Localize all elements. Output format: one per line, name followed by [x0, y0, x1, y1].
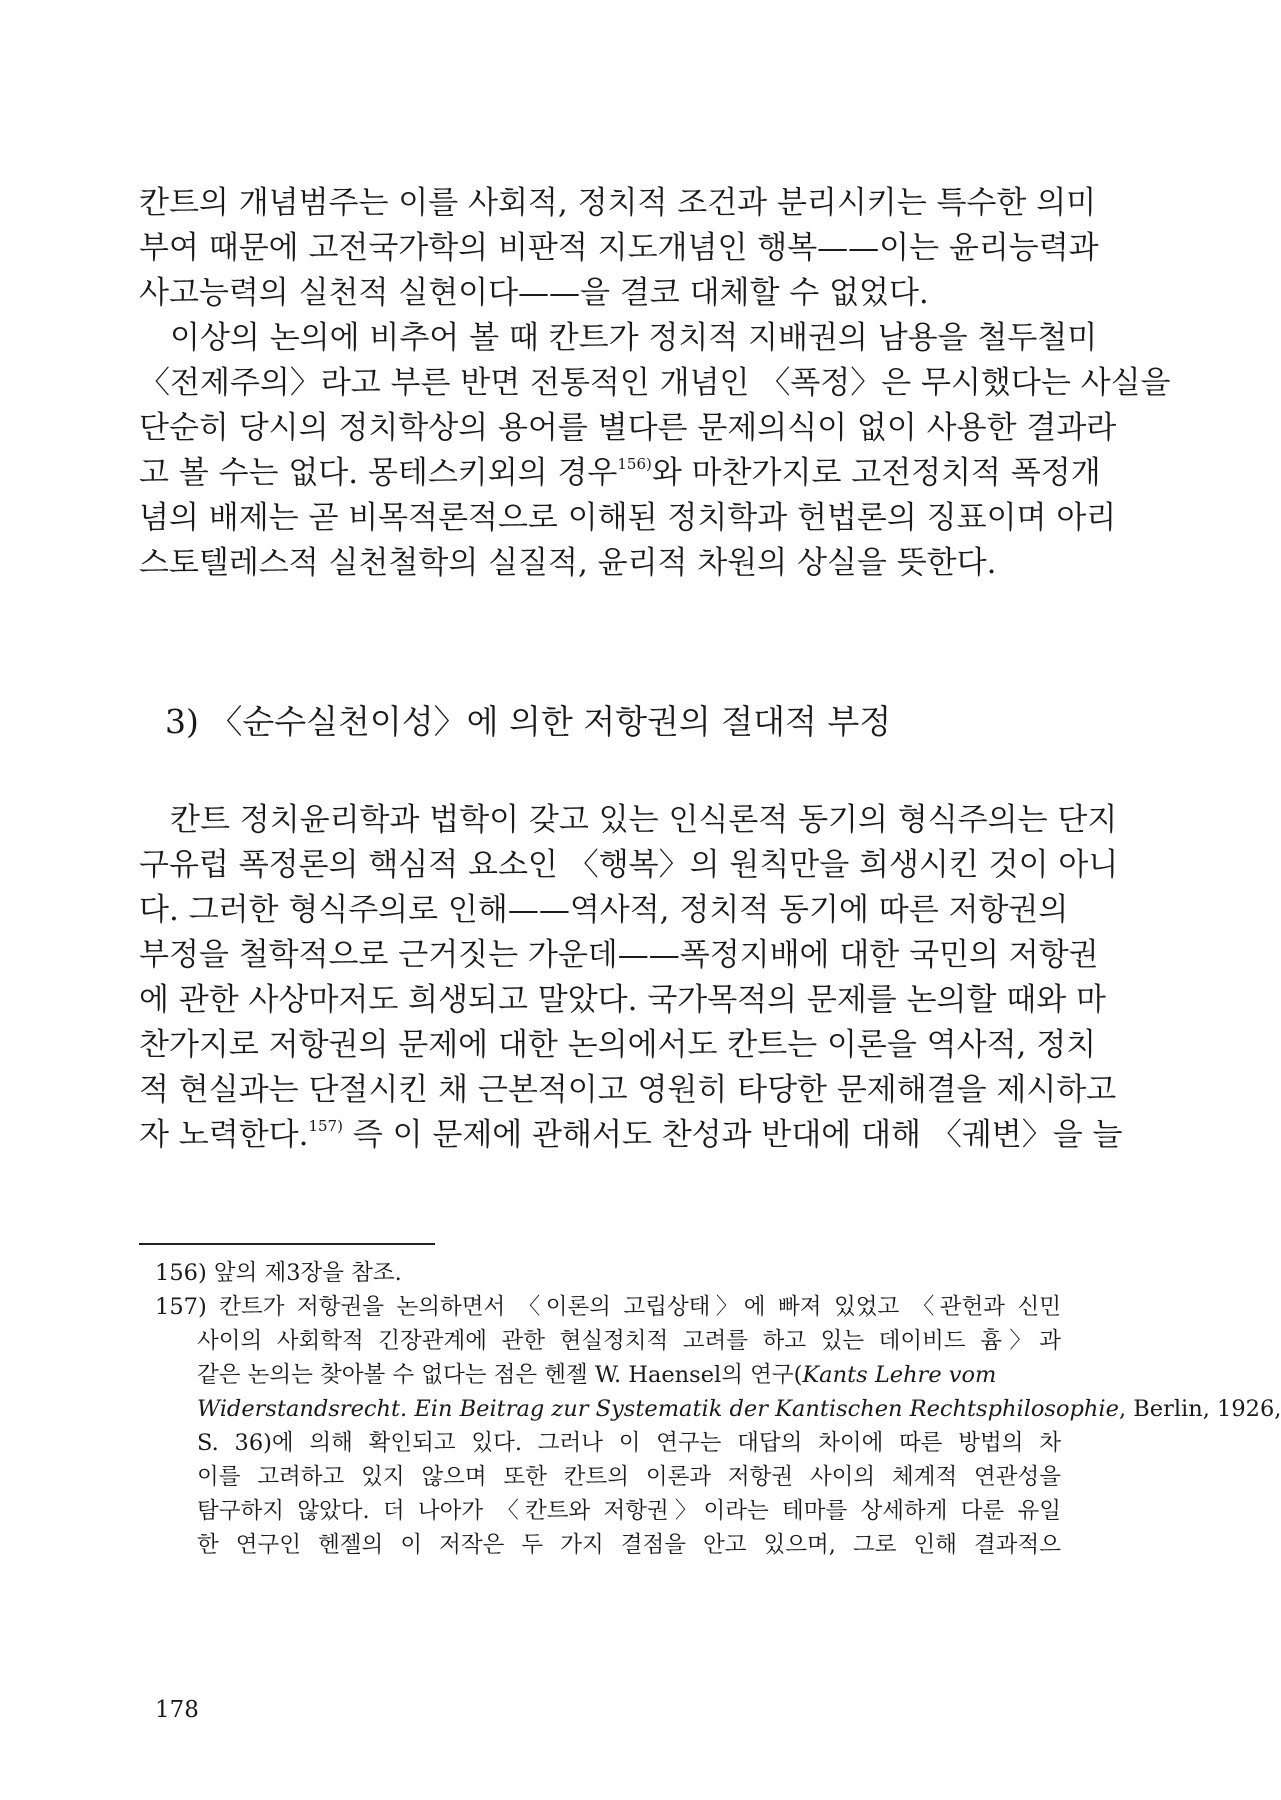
footnote-157-line: 이를 고려하고 있지 않으며 또한 칸트의 이론과 저항권 사이의 체계적 연관성을 [197, 1464, 1061, 1490]
body-line: 부정을 철학적으로 근거짓는 가운데——폭정지배에 대한 국민의 저항권 [139, 937, 1099, 973]
footnote-157-line: 한 연구인 헨젤의 이 저작은 두 가지 결점을 안고 있으며, 그로 인해 결과적으 [197, 1532, 1061, 1558]
footnote-text: 같은 논의는 찾아볼 수 없다는 점은 헨젤 W. Haensel의 연구( [197, 1362, 803, 1388]
book-title: Widerstandsrecht. Ein Beitrag zur Systematik der Kantischen Rechtsphilosophie [197, 1396, 1119, 1422]
footnote-157-line: 사이의 사회학적 긴장관계에 관한 현실정치적 고려를 하고 있는 데이비드 흄〉과 [197, 1328, 1061, 1354]
body-line: 단순히 당시의 정치학상의 용어를 별다른 문제의식이 없이 사용한 결과라 [139, 410, 1117, 446]
footnote-157-line: 157) 칸트가 저항권을 논의하면서 〈이론의 고립상태〉에 빠져 있었고 〈관헌과 신민 [155, 1294, 1061, 1320]
footnote-ref-156: 156) [617, 455, 652, 473]
body-text: 즉 이 문제에 관해서도 찬성과 반대에 대해 〈궤변〉을 늘 [352, 1117, 1123, 1153]
footnote-divider [139, 1243, 435, 1245]
footnote-157-line [197, 1394, 1281, 1424]
body-line: 에 관한 사상마저도 희생되고 말았다. 국가목적의 문제를 논의할 때와 마 [139, 982, 1106, 1018]
body-line: 찬가지로 저항권의 문제에 대한 논의에서도 칸트는 이론을 역사적, 정치 [139, 1027, 1097, 1063]
footnote-ref-157: 157) [308, 1117, 343, 1135]
footnote-156: 156) 앞의 제3장을 참조. [155, 1260, 402, 1286]
body-line-with-footnote-ref [139, 1115, 1123, 1155]
footnote-157-line [197, 1360, 1061, 1390]
body-line: 〈전제주의〉라고 부른 반면 전통적인 개념인 〈폭정〉은 무시했다는 사실을 [139, 365, 1171, 401]
body-line: 칸트의 개념범주는 이를 사회적, 정치적 조건과 분리시키는 특수한 의미 [139, 185, 1097, 221]
section-heading: 3) 〈순수실천이성〉에 의한 저항권의 절대적 부정 [165, 702, 892, 741]
body-line: 칸트 정치윤리학과 법학이 갖고 있는 인식론적 동기의 형식주의는 단지 [170, 802, 1118, 838]
page-number: 178 [155, 1697, 199, 1723]
body-line: 구유럽 폭정론의 핵심적 요소인 〈행복〉의 원칙만을 희생시킨 것이 아니 [139, 847, 1119, 883]
body-line: 스토텔레스적 실천철학의 실질적, 윤리적 차원의 상실을 뜻한다. [139, 545, 997, 581]
book-title: Kants Lehre vom [802, 1362, 997, 1388]
body-line: 부여 때문에 고전국가학의 비판적 지도개념인 행복——이는 윤리능력과 [139, 230, 1099, 266]
footnote-157-line: 탐구하지 않았다. 더 나아가 〈칸트와 저항권〉이라는 테마를 상세하게 다룬 유일 [197, 1498, 1061, 1524]
body-line: 적 현실과는 단절시킨 채 근본적이고 영원히 타당한 문제해결을 제시하고 [139, 1072, 1117, 1108]
body-line: 다. 그러한 형식주의로 인해——역사적, 정치적 동기에 따른 저항권의 [139, 892, 1069, 928]
body-line-with-footnote-ref [139, 453, 1101, 493]
body-text: 자 노력한다. [139, 1117, 309, 1153]
body-line: 사고능력의 실천적 실현이다——을 결코 대체할 수 없었다. [139, 275, 929, 311]
body-text: 와 마찬가지로 고전정치적 폭정개 [651, 455, 1101, 491]
footnote-text: , Berlin, 1926, [1118, 1396, 1281, 1422]
body-text: 고 볼 수는 없다. 몽테스키외의 경우 [139, 455, 618, 491]
footnote-157-line: S. 36)에 의해 확인되고 있다. 그러나 이 연구는 대답의 차이에 따른 방법의 차 [197, 1430, 1061, 1456]
body-line: 이상의 논의에 비추어 볼 때 칸트가 정치적 지배권의 남용을 철두철미 [170, 320, 1098, 356]
body-line: 념의 배제는 곧 비목적론적으로 이해된 정치학과 헌법론의 징표이며 아리 [139, 500, 1117, 536]
